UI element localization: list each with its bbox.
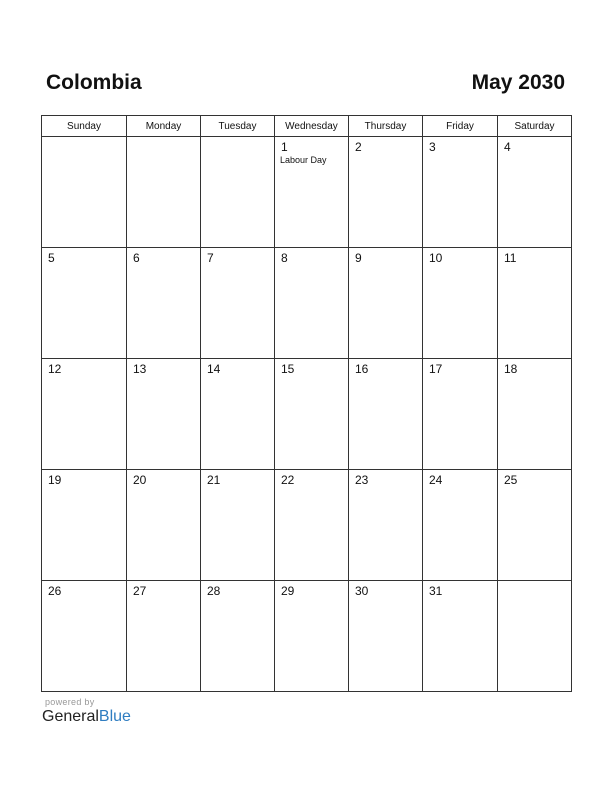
holiday-label: [423, 154, 497, 155]
day-number: 14: [207, 362, 221, 376]
day-cell: [127, 581, 201, 692]
day-cell: [127, 137, 201, 248]
day-number: 17: [429, 362, 443, 376]
day-number: 23: [355, 473, 369, 487]
day-number: 7: [207, 251, 214, 265]
holiday-label: [498, 584, 571, 585]
holiday-label: [498, 265, 571, 266]
day-number: 3: [429, 140, 436, 154]
day-cell: [349, 470, 423, 581]
holiday-label: [127, 376, 200, 377]
day-cell: [127, 359, 201, 470]
holiday-label: [275, 265, 348, 266]
holiday-label: [201, 487, 274, 488]
holiday-label: [498, 154, 571, 155]
day-number: 11: [504, 251, 517, 265]
holiday-label: [423, 265, 497, 266]
day-number: 25: [504, 473, 518, 487]
weekday-thursday: Thursday: [349, 116, 423, 137]
day-cell: [42, 359, 127, 470]
day-number: 2: [355, 140, 362, 154]
holiday-label: [423, 376, 497, 377]
country-title: Colombia: [46, 71, 142, 94]
week-row: [42, 248, 572, 359]
holiday-label: [127, 598, 200, 599]
day-cell: [201, 359, 275, 470]
day-cell: [42, 581, 127, 692]
day-number: 9: [355, 251, 362, 265]
day-cell: [201, 581, 275, 692]
holiday-label: [201, 598, 274, 599]
month-year-title: May 2030: [471, 71, 565, 94]
holiday-label: [42, 140, 126, 141]
day-number: 19: [48, 473, 62, 487]
holiday-label: [42, 265, 126, 266]
holiday-label: [127, 140, 200, 141]
day-number: 28: [207, 584, 221, 598]
day-cell: [275, 248, 349, 359]
weekday-wednesday: Wednesday: [275, 116, 349, 137]
day-cell: [498, 137, 572, 248]
day-cell: [42, 470, 127, 581]
holiday-label: Labour Day: [280, 155, 327, 165]
day-cell: [423, 248, 498, 359]
day-cell: [423, 359, 498, 470]
week-row: [42, 470, 572, 581]
day-number: 4: [504, 140, 511, 154]
day-number: 21: [207, 473, 221, 487]
day-number: 10: [429, 251, 443, 265]
day-cell: [349, 359, 423, 470]
day-cell: [201, 470, 275, 581]
day-number: 24: [429, 473, 443, 487]
day-cell: [275, 581, 349, 692]
weekday-sunday: Sunday: [42, 116, 127, 137]
holiday-label: [498, 376, 571, 377]
day-cell: [275, 137, 349, 248]
holiday-label: [349, 154, 422, 155]
powered-by-text: powered by: [45, 697, 95, 707]
day-cell: [498, 470, 572, 581]
day-number: 5: [48, 251, 55, 265]
brand-blue-text: Blue: [98, 708, 131, 725]
week-row: [42, 359, 572, 470]
day-number: 8: [281, 251, 288, 265]
week-row: [42, 137, 572, 248]
holiday-label: [201, 376, 274, 377]
weekday-header-row: [42, 116, 572, 137]
holiday-label: [275, 376, 348, 377]
day-number: 15: [281, 362, 295, 376]
holiday-label: [423, 598, 497, 599]
day-cell: [127, 470, 201, 581]
holiday-label: [127, 487, 200, 488]
holiday-label: [275, 598, 348, 599]
holiday-label: [201, 265, 274, 266]
day-number: 29: [281, 584, 295, 598]
day-number: 20: [133, 473, 147, 487]
day-cell: [201, 137, 275, 248]
holiday-label: [349, 598, 422, 599]
holiday-label: [201, 140, 274, 141]
day-number: 13: [133, 362, 147, 376]
day-number: 27: [133, 584, 147, 598]
day-cell: [201, 248, 275, 359]
holiday-label: [349, 376, 422, 377]
brand-logo[interactable]: [42, 708, 131, 726]
calendar-grid: [41, 115, 572, 692]
week-row: [42, 581, 572, 692]
day-cell: [275, 470, 349, 581]
day-cell: [275, 359, 349, 470]
holiday-label: [498, 487, 571, 488]
day-cell: [423, 470, 498, 581]
weekday-saturday: Saturday: [498, 116, 572, 137]
day-cell: [498, 248, 572, 359]
holiday-label: [423, 487, 497, 488]
day-number: 26: [48, 584, 62, 598]
day-cell: [498, 359, 572, 470]
day-cell: [423, 581, 498, 692]
day-cell: [349, 248, 423, 359]
brand-general-text: General: [42, 708, 99, 725]
day-cell: [127, 248, 201, 359]
holiday-label: [127, 265, 200, 266]
day-cell: [42, 248, 127, 359]
day-cell: [42, 137, 127, 248]
weekday-friday: Friday: [423, 116, 498, 137]
weekday-monday: Monday: [127, 116, 201, 137]
day-number: 30: [355, 584, 369, 598]
day-cell: [423, 137, 498, 248]
holiday-label: [42, 598, 126, 599]
holiday-label: [349, 265, 422, 266]
day-number: 1: [281, 140, 288, 154]
day-number: 16: [355, 362, 369, 376]
weekday-tuesday: Tuesday: [201, 116, 275, 137]
day-cell: [349, 137, 423, 248]
day-number: 12: [48, 362, 62, 376]
holiday-label: [42, 376, 126, 377]
day-number: 22: [281, 473, 295, 487]
holiday-label: [349, 487, 422, 488]
day-number: 31: [429, 584, 443, 598]
holiday-label: [275, 487, 348, 488]
day-cell: [349, 581, 423, 692]
day-number: 6: [133, 251, 140, 265]
day-number: 18: [504, 362, 518, 376]
day-cell: [498, 581, 572, 692]
holiday-label: [42, 487, 126, 488]
